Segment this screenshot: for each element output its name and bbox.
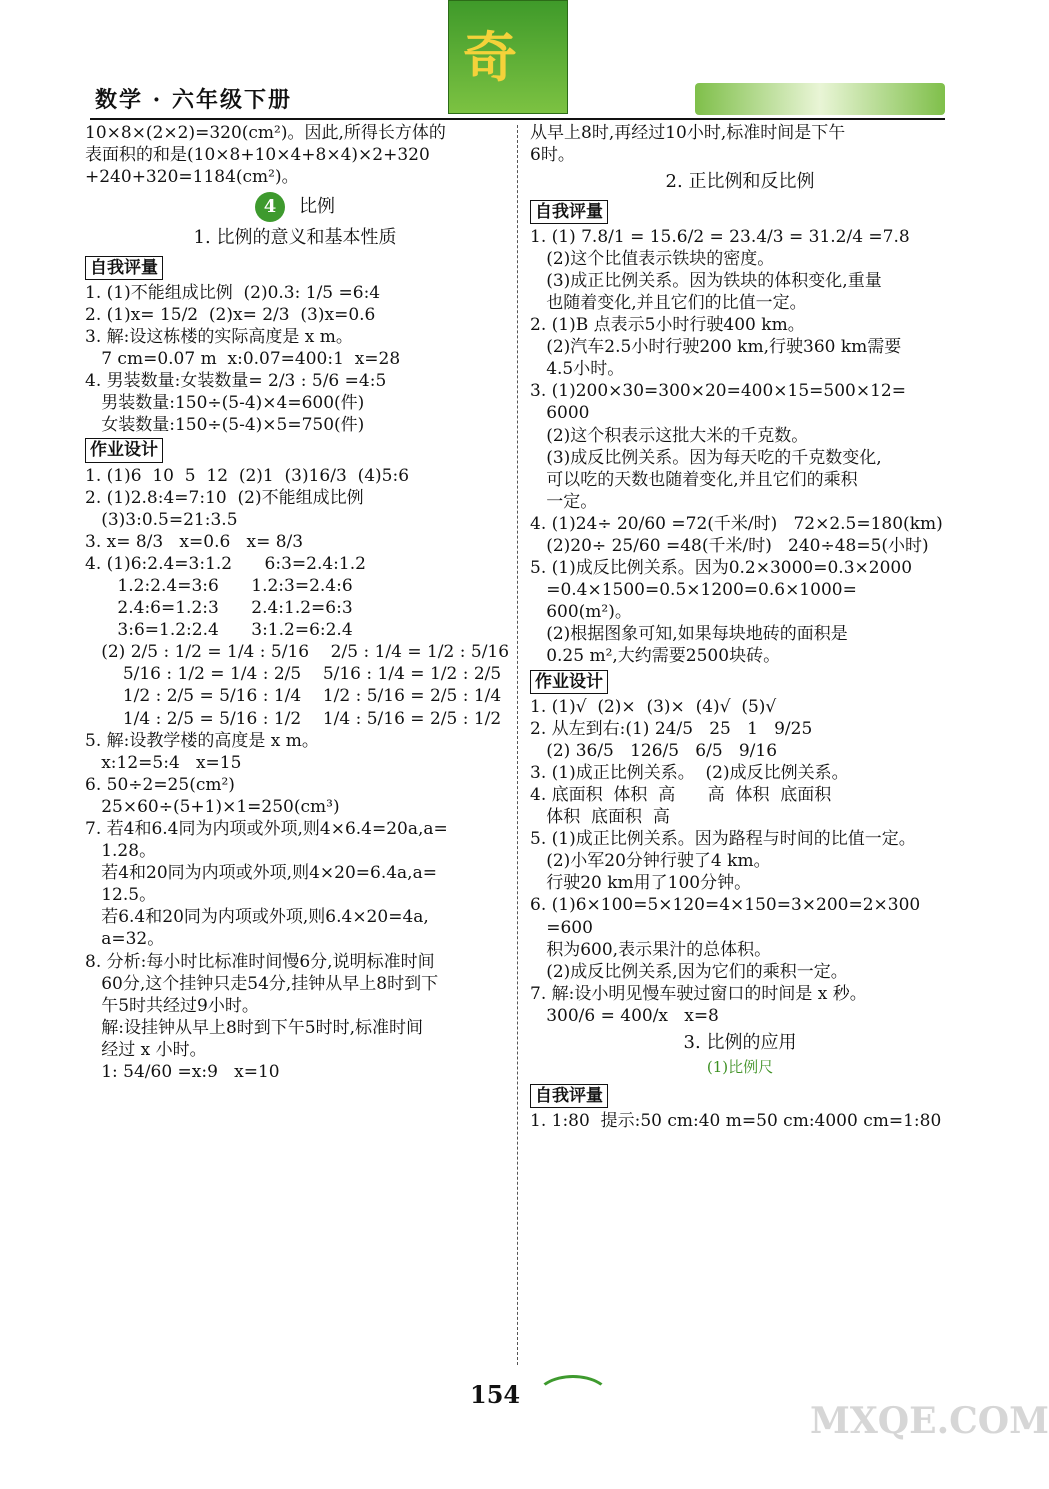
answer-block	[530, 696, 950, 1027]
text-line: 1.2:2.4=3:6 1.2:3=2.4:6	[85, 575, 353, 596]
text-line: 经过 x 小时。	[85, 1039, 207, 1060]
text-line: 7 cm=0.07 m x:0.07=400:1 x=28	[85, 349, 401, 370]
text-line: 4.5小时。	[530, 359, 625, 380]
text-line: 2.4:6=1.2:3 2.4:1.2=6:3	[85, 598, 353, 619]
text-line: (2)小军20分钟行驶了4 km。	[530, 851, 771, 872]
text-line: 6. 50÷2=25(cm²)	[85, 774, 235, 795]
answer-block	[530, 226, 950, 668]
text-line: 7. 若4和6.4同为内项或外项,则4×6.4=20a,a=	[85, 819, 448, 840]
text-line: 0.25 m²,大约需要2500块砖。	[530, 646, 781, 667]
text-line: 男装数量:150÷(5-4)×4=600(件)	[85, 393, 365, 414]
text-line: (3)成正比例关系。因为铁块的体积变化,重量	[530, 270, 882, 291]
text-line: (3)成反比例关系。因为每天吃的千克数变化,	[530, 447, 882, 468]
text-line: 1.28。	[85, 841, 157, 862]
text-line: 午5时共经过9小时。	[85, 995, 259, 1016]
swirl-ornament-icon	[535, 1375, 611, 1421]
text-line: (3)3:0.5=21:3.5	[85, 509, 238, 530]
text-line: 25×60÷(5+1)×1=250(cm³)	[85, 796, 340, 817]
chapter-number: 4	[255, 192, 285, 222]
text-line: 1/2 : 2/5 = 5/16 : 1/4 1/2 : 5/16 = 2/5 : 1/4	[85, 686, 502, 707]
text-line: (2)这个比值表示铁块的密度。	[530, 248, 775, 269]
decorative-banner-icon	[695, 83, 945, 115]
text-line: 行驶20 km用了100分钟。	[530, 873, 752, 894]
section-title: 2. 正比例和反比例	[665, 171, 815, 193]
text-line: 12.5。	[85, 885, 157, 906]
text-line: (2)成反比例关系,因为它们的乘积一定。	[530, 961, 848, 982]
section-tag: 作业设计	[85, 438, 163, 462]
chapter-heading	[85, 192, 505, 222]
text-line: 3. x= 8/3 x=0.6 x= 8/3	[85, 531, 304, 552]
answer-block	[85, 465, 510, 1084]
text-line: (2)20÷ 25/60 =48(千米/时) 240÷48=5(小时)	[530, 535, 929, 556]
text-line: 2. (1)2.8:4=7:10 (2)不能组成比例	[85, 487, 364, 508]
text-line: 4. (1)6:2.4=3:1.2 6:3=2.4:1.2	[85, 553, 366, 574]
subsection-title: (1)比例尺	[706, 1058, 774, 1077]
text-line: 一定。	[530, 491, 598, 512]
text-line: 5. (1)成正比例关系。因为路程与时间的比值一定。	[530, 829, 916, 850]
text-line: 4. (1)24÷ 20/60 =72(千米/时) 72×2.5=180(km)	[530, 513, 943, 534]
header-divider	[90, 118, 945, 120]
text-line: 若6.4和20同为内项或外项,则6.4×20=4a,	[85, 907, 429, 928]
section-tag: 自我评量	[530, 200, 608, 224]
text-line: 600(m²)。	[530, 602, 632, 623]
text-line: 3. (1)成正比例关系。 (2)成反比例关系。	[530, 762, 849, 783]
text-line: (2) 36/5 126/5 6/5 9/16	[530, 740, 778, 761]
text-line: 1/4 : 2/5 = 5/16 : 1/2 1/4 : 5/16 = 2/5 : 1/2	[85, 708, 502, 729]
text-line: 积为600,表示果汁的总体积。	[530, 939, 772, 960]
text-line: 3. (1)200×30=300×20=400×15=500×12=	[530, 381, 906, 402]
column-divider	[517, 125, 518, 1365]
text-line: 从早上8时,再经过10小时,标准时间是下午	[530, 123, 846, 143]
text-line: 2. 从左到右:(1) 24/5 25 1 9/25	[530, 718, 813, 739]
text-line: 1. (1)√ (2)× (3)× (4)√ (5)√	[530, 696, 777, 717]
text-line: a=32。	[85, 929, 165, 950]
text-line: =0.4×1500=0.5×1200=0.6×1000=	[530, 580, 857, 601]
text-line: 8. 分析:每小时比标准时间慢6分,说明标准时间	[85, 951, 435, 972]
page-number: 154	[470, 1380, 521, 1409]
text-line: 4. 底面积 体积 高 高 体积 底面积	[530, 785, 832, 806]
section-title: 3. 比例的应用	[683, 1032, 797, 1054]
section-tag: 自我评量	[85, 256, 163, 280]
text-line: 5. 解:设教学楼的高度是 x m。	[85, 730, 319, 751]
section-tag: 自我评量	[530, 1084, 608, 1108]
text-line: 2. (1)x= 15/2 (2)x= 2/3 (3)x=0.6	[85, 304, 376, 325]
text-line: (2)根据图象可知,如果每块地砖的面积是	[530, 624, 848, 645]
text-line: (2) 2/5 : 1/2 = 1/4 : 5/16 2/5 : 1/4 = 1/2 : 5/16	[85, 642, 510, 663]
text-line: 6000	[530, 403, 590, 424]
text-line: 60分,这个挂钟只走54分,挂钟从早上8时到下	[85, 973, 439, 994]
text-line: 表面积的和是(10×8+10×4+8×4)×2+320	[85, 145, 430, 166]
text-line: 5. (1)成反比例关系。因为0.2×3000=0.3×2000	[530, 558, 913, 579]
text-line: 10×8×(2×2)=320(cm²)。因此,所得长方体的	[85, 123, 446, 143]
left-column	[85, 122, 510, 1083]
text-line: 1. (1)不能组成比例 (2)0.3: 1/5 =6:4	[85, 282, 381, 303]
qi-ji-logo-icon: 奇	[448, 0, 568, 114]
text-line: 2. (1)B 点表示5小时行驶400 km。	[530, 315, 805, 336]
text-line: 1. (1) 7.8/1 = 15.6/2 = 23.4/3 = 31.2/4 =7.8	[530, 226, 910, 247]
chapter-title: 比例	[299, 196, 335, 218]
text-line: (2)汽车2.5小时行驶200 km,行驶360 km需要	[530, 337, 902, 358]
text-line: 1. 1:80 提示:50 cm:40 m=50 cm:4000 cm=1:80	[530, 1111, 942, 1132]
right-column	[530, 122, 950, 1132]
text-line: 也随着变化,并且它们的比值一定。	[530, 292, 807, 313]
text-line: 女装数量:150÷(5-4)×5=750(件)	[85, 415, 365, 436]
text-line: 1. (1)6 10 5 12 (2)1 (3)16/3 (4)5:6	[85, 465, 410, 486]
text-line: 6. (1)6×100=5×120=4×150=3×200=2×300	[530, 895, 921, 916]
section-tag: 作业设计	[530, 670, 608, 694]
text-line: 6时。	[530, 145, 575, 166]
text-line: =600	[530, 917, 593, 938]
section-title: 1. 比例的意义和基本性质	[193, 227, 397, 249]
book-title: 数学 · 六年级下册	[95, 87, 292, 113]
text-line: 1: 54/60 =x:9 x=10	[85, 1062, 280, 1083]
text-line: 4. 男装数量:女装数量= 2/3 : 5/6 =4:5	[85, 371, 387, 392]
text-line: x:12=5:4 x=15	[85, 752, 242, 773]
text-line: 3:6=1.2:2.4 3:1.2=6:2.4	[85, 620, 353, 641]
text-line: 解:设挂钟从早上8时到下午5时时,标准时间	[85, 1017, 423, 1038]
text-line: 可以吃的天数也随着变化,并且它们的乘积	[530, 469, 858, 490]
watermark: MXQE.COM	[810, 1400, 1049, 1442]
text-line: (2)这个积表示这批大米的千克数。	[530, 425, 809, 446]
text-line: 7. 解:设小明见慢车驶过窗口的时间是 x 秒。	[530, 983, 867, 1004]
text-line: 3. 解:设这栋楼的实际高度是 x m。	[85, 326, 353, 347]
text-line: 300/6 = 400/x x=8	[530, 1005, 719, 1026]
text-line: +240+320=1184(cm²)。	[85, 167, 299, 188]
text-line: 5/16 : 1/2 = 1/4 : 2/5 5/16 : 1/4 = 1/2 : 2/5	[85, 664, 502, 685]
text-line: 若4和20同为内项或外项,则4×20=6.4a,a=	[85, 863, 437, 884]
answer-block	[85, 282, 505, 437]
text-line: 体积 底面积 高	[530, 807, 670, 828]
